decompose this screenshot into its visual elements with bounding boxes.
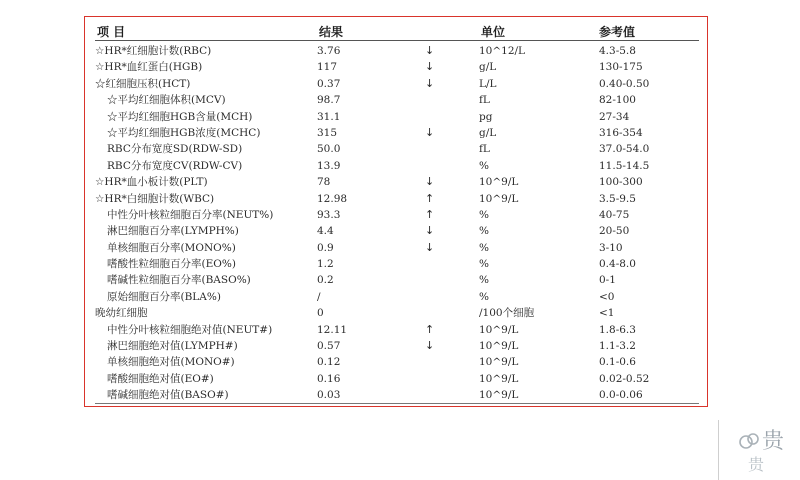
row-flag-icon: ↓ [425, 60, 435, 74]
row-unit: g/L [479, 126, 497, 139]
watermark-logo-icon [738, 430, 760, 452]
row-result: 12.11 [317, 323, 348, 336]
row-item-name: ☆HR*血小板计数(PLT) [95, 176, 208, 189]
row-result: 1.2 [317, 258, 334, 271]
lab-report-frame [84, 16, 708, 407]
table-row [85, 354, 707, 370]
row-result: 93.3 [317, 208, 341, 221]
row-flag-icon: ↓ [425, 175, 435, 189]
row-reference: 1.1-3.2 [599, 340, 636, 353]
row-item-name: 嗜酸性粒细胞百分率(EO%) [107, 258, 236, 271]
row-unit: 10^9/L [479, 340, 519, 353]
table-row [85, 256, 707, 272]
row-unit: g/L [479, 61, 497, 74]
table-row [85, 141, 707, 157]
row-reference: 316-354 [599, 126, 643, 139]
row-unit: % [479, 274, 489, 287]
table-row [85, 272, 707, 288]
row-result: 13.9 [317, 159, 341, 172]
row-result: 3.76 [317, 45, 341, 57]
table-row [85, 289, 707, 305]
row-unit: % [479, 159, 489, 172]
row-flag-icon: ↓ [425, 224, 435, 238]
row-flag-icon: ↓ [425, 125, 435, 139]
row-reference: 40-75 [599, 208, 630, 221]
row-reference: 0.40-0.50 [599, 77, 650, 90]
row-unit: 10^9/L [479, 323, 519, 336]
table-header [85, 21, 707, 39]
row-flag-icon: ↓ [425, 339, 435, 353]
table-row [85, 322, 707, 338]
row-result: 0.12 [317, 356, 341, 369]
table-row [85, 158, 707, 174]
row-unit: % [479, 241, 489, 254]
row-reference: <0 [599, 290, 615, 303]
row-item-name: RBC分布宽度CV(RDW-CV) [107, 159, 243, 172]
row-result: 0 [317, 307, 324, 320]
table-row [85, 191, 707, 207]
row-result: 315 [317, 126, 338, 139]
row-unit: 10^9/L [479, 176, 519, 189]
table-row [85, 371, 707, 387]
row-unit: % [479, 225, 489, 238]
row-reference: 0.0-0.06 [599, 389, 643, 402]
row-reference: 0.4-8.0 [599, 258, 636, 271]
row-flag-icon: ↓ [425, 44, 435, 57]
row-unit: 10^12/L [479, 45, 526, 57]
row-result: 117 [317, 61, 338, 74]
footer-divider [95, 403, 699, 404]
row-flag-icon: ↑ [425, 207, 435, 221]
row-reference: 130-175 [599, 61, 643, 74]
row-reference: 1.8-6.3 [599, 323, 636, 336]
row-unit: L/L [479, 77, 497, 90]
header-result: 结果 [319, 25, 344, 39]
row-reference: 0-1 [599, 274, 616, 287]
row-unit: /100个细胞 [479, 307, 535, 320]
row-item-name: 嗜酸细胞绝对值(EO#) [107, 372, 214, 385]
row-item-name: 淋巴细胞绝对值(LYMPH#) [107, 340, 238, 353]
row-item-name: 中性分叶核粒细胞百分率(NEUT%) [107, 208, 274, 221]
row-result: 78 [317, 176, 331, 189]
table-row [85, 92, 707, 108]
row-reference: 0.1-0.6 [599, 356, 636, 369]
table-row [85, 223, 707, 239]
table-row [85, 59, 707, 75]
results-table [85, 43, 707, 404]
header-unit: 单位 [481, 25, 506, 39]
table-row [85, 174, 707, 190]
row-reference: 3-10 [599, 241, 623, 254]
row-reference: 3.5-9.5 [599, 192, 636, 205]
table-row [85, 43, 707, 59]
row-reference: 20-50 [599, 225, 630, 238]
row-flag-icon: ↑ [425, 191, 435, 205]
watermark-text: 贵 [762, 429, 786, 454]
row-unit: fL [479, 94, 490, 107]
header-divider [95, 40, 699, 41]
row-unit: 10^9/L [479, 372, 519, 385]
row-unit: 10^9/L [479, 192, 519, 205]
row-result: 0.37 [317, 77, 341, 90]
row-item-name: ☆HR*血红蛋白(HGB) [95, 61, 203, 74]
row-result: / [317, 290, 321, 303]
row-reference: 37.0-54.0 [599, 143, 650, 156]
table-row [85, 76, 707, 92]
row-reference: 100-300 [599, 176, 643, 189]
row-flag-icon: ↓ [425, 76, 435, 90]
row-reference: 82-100 [599, 94, 636, 107]
row-item-name: 单核细胞百分率(MONO%) [107, 241, 236, 254]
row-item-name: ☆平均红细胞HGB含量(MCH) [107, 110, 253, 123]
row-result: 4.4 [317, 225, 334, 238]
row-unit: pg [479, 110, 493, 123]
row-result: 98.7 [317, 94, 341, 107]
row-result: 0.03 [317, 389, 341, 402]
row-unit: fL [479, 143, 490, 156]
row-item-name: 原始细胞百分率(BLA%) [107, 290, 221, 303]
row-flag-icon: ↑ [425, 322, 435, 336]
header-reference: 参考值 [599, 25, 636, 39]
watermark-divider [718, 420, 719, 480]
row-unit: % [479, 290, 489, 303]
table-row [85, 125, 707, 141]
row-result: 0.2 [317, 274, 334, 287]
row-item-name: 单核细胞绝对值(MONO#) [107, 356, 235, 369]
row-reference: 11.5-14.5 [599, 159, 650, 172]
row-item-name: ☆HR*红细胞计数(RBC) [95, 45, 212, 57]
row-unit: % [479, 258, 489, 271]
row-unit: % [479, 208, 489, 221]
row-item-name: 淋巴细胞百分率(LYMPH%) [107, 225, 239, 238]
table-row [85, 305, 707, 321]
table-row [85, 387, 707, 403]
row-result: 50.0 [317, 143, 341, 156]
row-result: 0.57 [317, 340, 341, 353]
row-reference: 0.02-0.52 [599, 372, 650, 385]
row-result: 12.98 [317, 192, 348, 205]
row-reference: 27-34 [599, 110, 630, 123]
row-item-name: ☆HR*白细胞计数(WBC) [95, 192, 215, 205]
row-item-name: 嗜碱性粒细胞百分率(BASO%) [107, 274, 251, 287]
header-item: 项 目 [97, 25, 126, 39]
row-reference: <1 [599, 307, 615, 320]
row-item-name: RBC分布宽度SD(RDW-SD) [107, 143, 243, 156]
row-item-name: 中性分叶核粒细胞绝对值(NEUT#) [107, 323, 273, 336]
watermark-text-faded: 贵 [748, 455, 765, 474]
row-item-name: 晚幼红细胞 [95, 307, 148, 320]
row-reference: 4.3-5.8 [599, 45, 636, 57]
row-item-name: ☆平均红细胞体积(MCV) [107, 94, 226, 107]
row-result: 0.9 [317, 241, 334, 254]
row-item-name: 嗜碱细胞绝对值(BASO#) [107, 389, 229, 402]
table-row [85, 240, 707, 256]
row-result: 31.1 [317, 110, 341, 123]
row-flag-icon: ↓ [425, 240, 435, 254]
table-row [85, 207, 707, 223]
row-unit: 10^9/L [479, 356, 519, 369]
row-unit: 10^9/L [479, 389, 519, 402]
table-row [85, 338, 707, 354]
row-item-name: ☆平均红细胞HGB浓度(MCHC) [107, 126, 261, 139]
table-row [85, 109, 707, 125]
row-item-name: ☆红细胞压积(HCT) [95, 77, 191, 90]
row-result: 0.16 [317, 372, 341, 385]
